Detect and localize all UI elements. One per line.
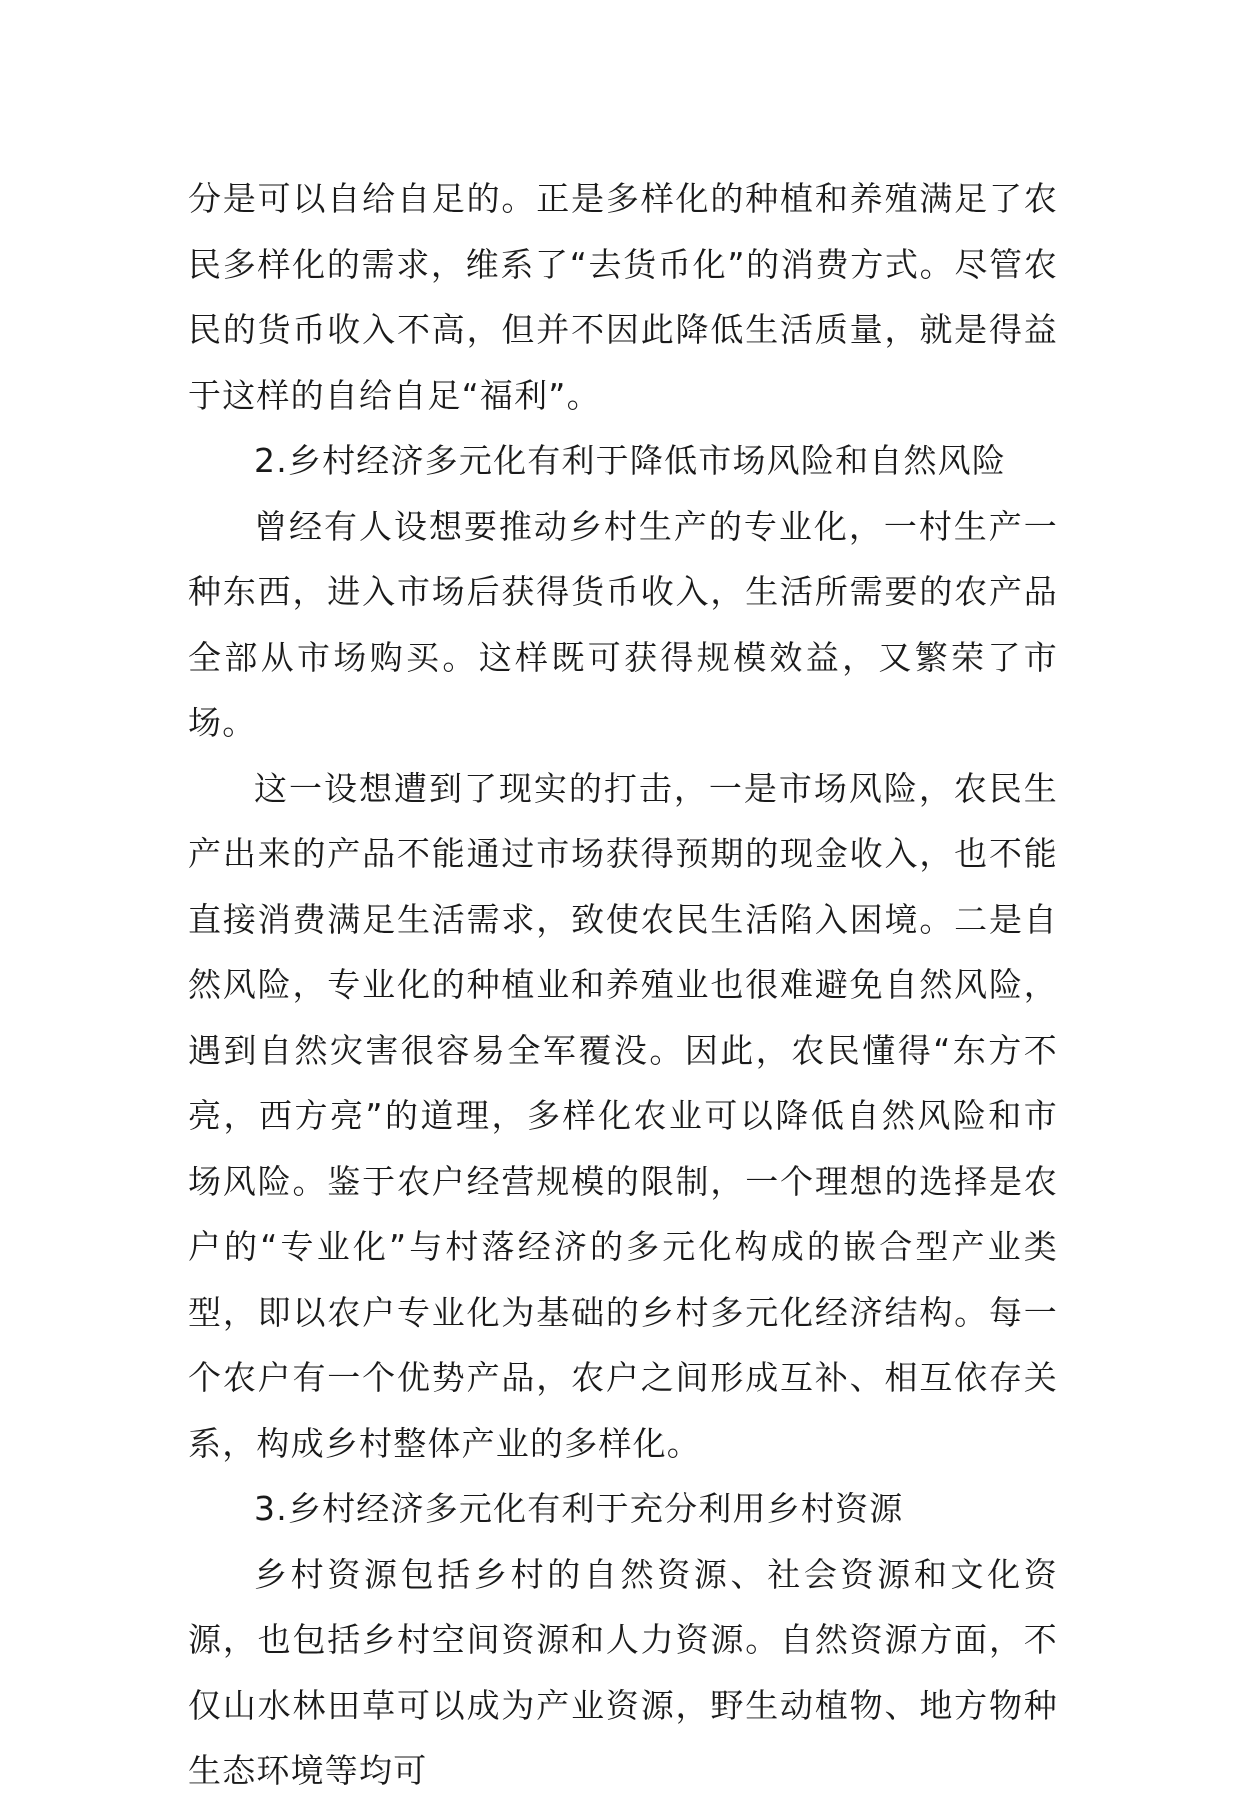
section-heading-3: 3.乡村经济多元化有利于充分利用乡村资源 xyxy=(254,1489,904,1528)
document-body xyxy=(188,166,1058,1804)
paragraph-specialization-idea: 曾经有人设想要推动乡村生产的专业化，一村生产一种东西，进入市场后获得货币收入，生活所需要的农产品全部从市场购买。这样既可获得规模效益，又繁荣了市场。 xyxy=(188,506,1058,742)
paragraph-continuation: 分是可以自给自足的。正是多样化的种植和养殖满足了农民多样化的需求，维系了“去货币化”的消费方式。尽管农民的货币收入不高，但并不因此降低生活质量，就是得益于这样的自给自足“福利”。 xyxy=(188,179,1058,415)
section-heading-2: 2.乡村经济多元化有利于降低市场风险和自然风险 xyxy=(254,441,1007,480)
paragraph-risks: 这一设想遭到了现实的打击，一是市场风险，农民生产出来的产品不能通过市场获得预期的现金收入，也不能直接消费满足生活需求，致使农民生活陷入困境。二是自然风险，专业化的种植业和养殖业也很难避免自然风险，遇到自然灾害很容易全军覆没。因此，农民懂得“东方不亮，西方亮”的道理，多样化农业可以降低自然风险和市场风险。鉴于农户经营规模的限制，一个理想的选择是农户的“专业化”与村落经济的多元化构成的嵌合型产业类型，即以农户专业化为基础的乡村多元化经济结构。每一个农户有一个优势产品，农户之间形成互补、相互依存关系，构成乡村整体产业的多样化。 xyxy=(188,768,1058,1463)
paragraph-rural-resources: 乡村资源包括乡村的自然资源、社会资源和文化资源，也包括乡村空间资源和人力资源。自然资源方面，不仅山水林田草可以成为产业资源，野生动植物、地方物种生态环境等均可 xyxy=(188,1554,1058,1790)
